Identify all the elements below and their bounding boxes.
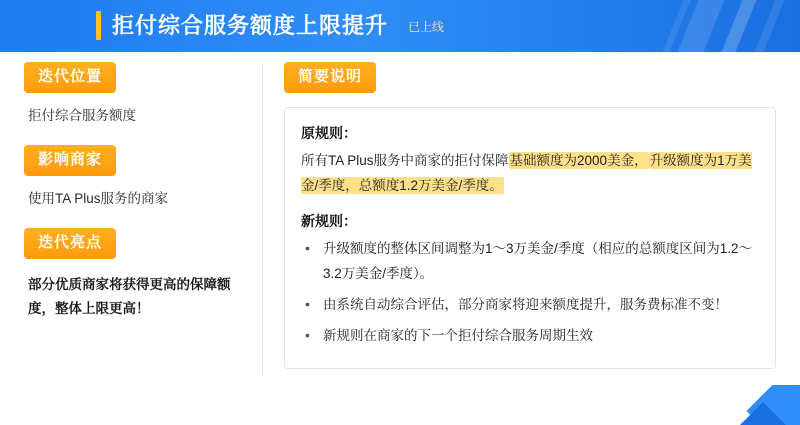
left-block-merchants bbox=[24, 145, 252, 210]
right-column bbox=[284, 62, 776, 369]
left-column bbox=[24, 62, 252, 339]
new-rule-label: 新规则： bbox=[301, 213, 357, 229]
tag-affected-merchants: 影响商家 bbox=[24, 145, 116, 176]
old-rule-segment-highlighted: 升级额度为1万美金/季度，总额度1.2万美金/季度。 bbox=[301, 153, 752, 193]
old-rule-segment-highlighted: 基础额度为2000美金， bbox=[509, 153, 648, 168]
iteration-highlights-text: 部分优质商家将获得更高的保障额度，整体上限更高！ bbox=[28, 277, 231, 316]
header-accent-bar bbox=[96, 11, 101, 40]
iteration-position-text: 拒付综合服务额度 bbox=[28, 108, 136, 123]
header-decoration-stripe bbox=[754, 0, 784, 52]
left-block-highlights bbox=[24, 228, 252, 321]
tag-iteration-highlights: 迭代亮点 bbox=[24, 228, 116, 259]
left-block-position bbox=[24, 62, 252, 127]
new-rule-list bbox=[301, 236, 759, 348]
affected-merchants-text: 使用TA Plus服务的商家 bbox=[28, 191, 169, 206]
status-badge: 已上线 bbox=[408, 20, 445, 34]
old-rule-segment: 所有TA Plus服务中商家的拒付保障 bbox=[301, 153, 509, 168]
list-item: • 新规则在商家的下一个拒付综合服务周期生效 bbox=[301, 323, 759, 348]
tag-iteration-position: 迭代位置 bbox=[24, 62, 116, 93]
list-item: • 由系统自动综合评估，部分商家将迎来额度提升，服务费标准不变！ bbox=[301, 292, 759, 317]
tag-brief-description: 简要说明 bbox=[284, 62, 376, 93]
header-decoration-stripe bbox=[721, 0, 756, 52]
list-item: • 升级额度的整体区间调整为1～3万美金/季度（相应的总额度区间为1.2～3.2万美金/季度）。 bbox=[301, 236, 759, 286]
corner-decoration bbox=[734, 385, 800, 425]
old-rule-paragraph bbox=[301, 148, 759, 198]
page-title: 拒付综合服务额度上限提升 bbox=[112, 13, 389, 38]
rules-panel bbox=[284, 107, 776, 369]
column-divider bbox=[262, 64, 263, 374]
old-rule-label: 原规则： bbox=[301, 125, 357, 141]
header-bar bbox=[0, 0, 800, 52]
